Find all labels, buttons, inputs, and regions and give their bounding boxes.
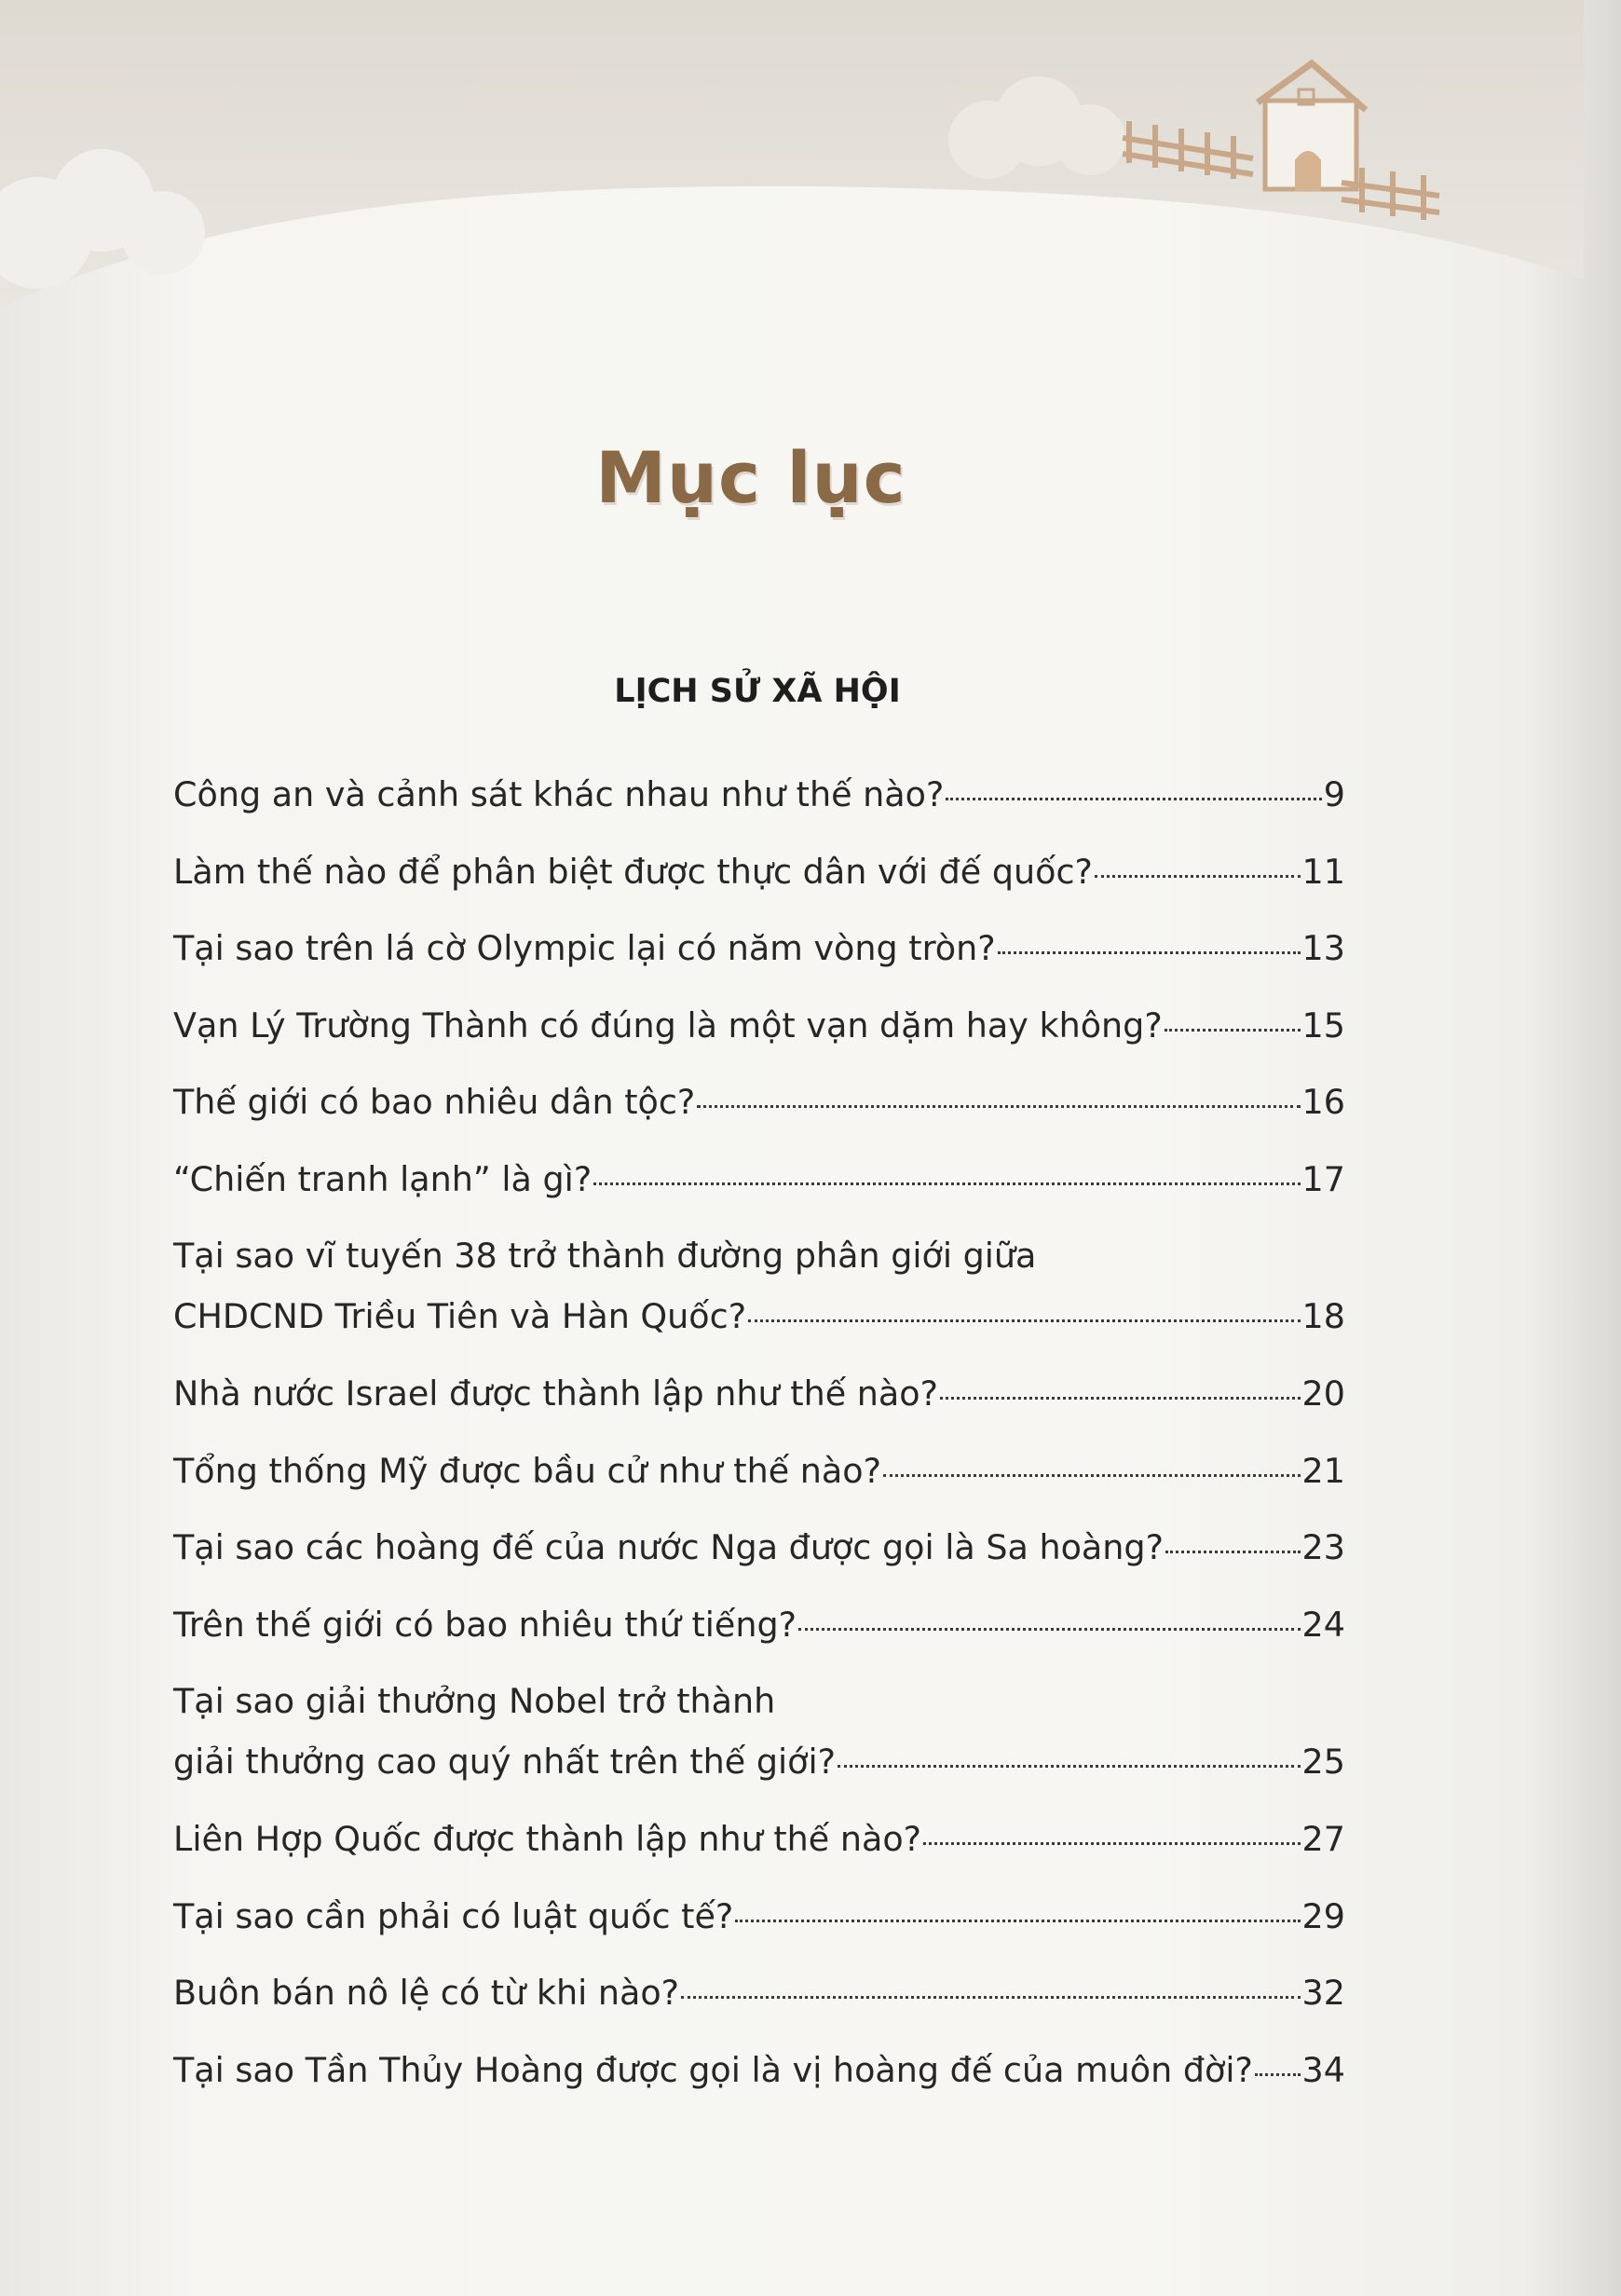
dot-leader bbox=[593, 1182, 1300, 1185]
toc-page-number: 13 bbox=[1301, 928, 1345, 968]
toc-entry-line2 bbox=[173, 1278, 1345, 1356]
toc-page-number: 20 bbox=[1301, 1374, 1345, 1414]
dot-leader bbox=[735, 1919, 1300, 1922]
dot-leader bbox=[923, 1841, 1300, 1845]
toc-page-number: 11 bbox=[1301, 851, 1345, 892]
toc-entry-title-line1: Tại sao giải thưởng Nobel trở thành bbox=[173, 1681, 776, 1721]
toc-entry[interactable] bbox=[173, 1955, 1345, 2032]
toc-entry-line2 bbox=[173, 1723, 1345, 1801]
dot-leader bbox=[838, 1764, 1301, 1768]
toc-entry[interactable] bbox=[173, 757, 1345, 834]
toc-entry-title: Nhà nước Israel được thành lập như thế nào? bbox=[173, 1374, 939, 1414]
toc-entry[interactable] bbox=[173, 910, 1345, 988]
toc-entry[interactable] bbox=[173, 988, 1345, 1065]
toc-entry-title: “Chiến tranh lạnh” là gì? bbox=[173, 1158, 593, 1199]
toc-page-number: 17 bbox=[1301, 1158, 1345, 1199]
toc-page-number: 29 bbox=[1301, 1895, 1345, 1936]
toc-entry-title: Tổng thống Mỹ được bầu cử như thế nào? bbox=[173, 1450, 881, 1491]
table-of-contents bbox=[173, 757, 1345, 2109]
toc-entry[interactable] bbox=[173, 1433, 1345, 1510]
toc-entry-title: Trên thế giới có bao nhiêu thứ tiếng? bbox=[173, 1604, 797, 1645]
toc-entry-title: Làm thế nào để phân biệt được thực dân với đế quốc? bbox=[173, 851, 1093, 892]
toc-page-number: 25 bbox=[1301, 1742, 1345, 1782]
toc-entry-title: Tại sao các hoàng đế của nước Nga được gọi là Sa hoàng? bbox=[173, 1527, 1164, 1567]
toc-entry-title: Công an và cảnh sát khác nhau như thế nào? bbox=[173, 774, 945, 814]
toc-entry-title: Tại sao cần phải có luật quốc tế? bbox=[173, 1895, 734, 1936]
toc-entry[interactable] bbox=[173, 2032, 1345, 2110]
dot-leader bbox=[883, 1473, 1301, 1477]
page-title: Mục lục bbox=[595, 436, 906, 519]
toc-entry-title: Buôn bán nô lệ có từ khi nào? bbox=[173, 1973, 680, 2013]
dot-leader bbox=[1165, 1028, 1301, 1032]
toc-entry[interactable] bbox=[173, 1801, 1345, 1879]
toc-entry[interactable] bbox=[173, 1510, 1345, 1587]
dot-leader bbox=[946, 797, 1321, 800]
toc-page-number: 18 bbox=[1301, 1296, 1345, 1336]
toc-entry-title: Tại sao Tần Thủy Hoàng được gọi là vị hoàng đế của muôn đời? bbox=[173, 2049, 1253, 2090]
toc-entry-title: Vạn Lý Trường Thành có đúng là một vạn dặm hay không? bbox=[173, 1004, 1163, 1046]
toc-entry[interactable] bbox=[173, 1141, 1345, 1219]
dot-leader bbox=[798, 1627, 1300, 1631]
toc-entry-title: Liên Hợp Quốc được thành lập như thế nào? bbox=[173, 1819, 922, 1859]
toc-entry-title: Thế giới có bao nhiêu dân tộc? bbox=[173, 1082, 696, 1122]
toc-entry[interactable] bbox=[173, 1218, 1345, 1356]
dot-leader bbox=[681, 1995, 1301, 1999]
toc-entry-title-line1: Tại sao vĩ tuyến 38 trở thành đường phân giới giữa bbox=[173, 1236, 1037, 1276]
toc-entry[interactable] bbox=[173, 1064, 1345, 1141]
toc-page-number: 16 bbox=[1301, 1082, 1345, 1122]
toc-entry-title-line2: CHDCND Triều Tiên và Hàn Quốc? bbox=[173, 1296, 747, 1336]
toc-entry[interactable] bbox=[173, 1879, 1345, 1956]
toc-page-number: 15 bbox=[1301, 1004, 1345, 1046]
dot-leader bbox=[1165, 1550, 1301, 1553]
dot-leader bbox=[940, 1396, 1301, 1400]
toc-page-number: 27 bbox=[1301, 1819, 1345, 1859]
toc-entry-title-line2: giải thưởng cao quý nhất trên thế giới? bbox=[173, 1742, 837, 1782]
dot-leader bbox=[998, 950, 1301, 954]
toc-entry[interactable] bbox=[173, 1356, 1345, 1433]
toc-page-number: 9 bbox=[1323, 774, 1345, 814]
toc-page-number: 34 bbox=[1301, 2049, 1345, 2090]
dot-leader bbox=[697, 1104, 1300, 1108]
dot-leader bbox=[748, 1319, 1300, 1322]
dot-leader bbox=[1095, 874, 1301, 878]
section-heading: LỊCH SỬ XÃ HỘI bbox=[614, 673, 901, 710]
toc-entry[interactable] bbox=[173, 1663, 1345, 1801]
toc-entry-title: Tại sao trên lá cờ Olympic lại có năm vòng tròn? bbox=[173, 928, 996, 968]
toc-entry[interactable] bbox=[173, 1587, 1345, 1664]
toc-page-number: 32 bbox=[1301, 1973, 1345, 2013]
header-illustration bbox=[0, 0, 1621, 317]
toc-entry[interactable] bbox=[173, 834, 1345, 911]
toc-page-number: 21 bbox=[1301, 1450, 1345, 1491]
toc-page-number: 23 bbox=[1301, 1527, 1345, 1567]
toc-page-number: 24 bbox=[1301, 1604, 1345, 1645]
dot-leader bbox=[1255, 2072, 1301, 2076]
